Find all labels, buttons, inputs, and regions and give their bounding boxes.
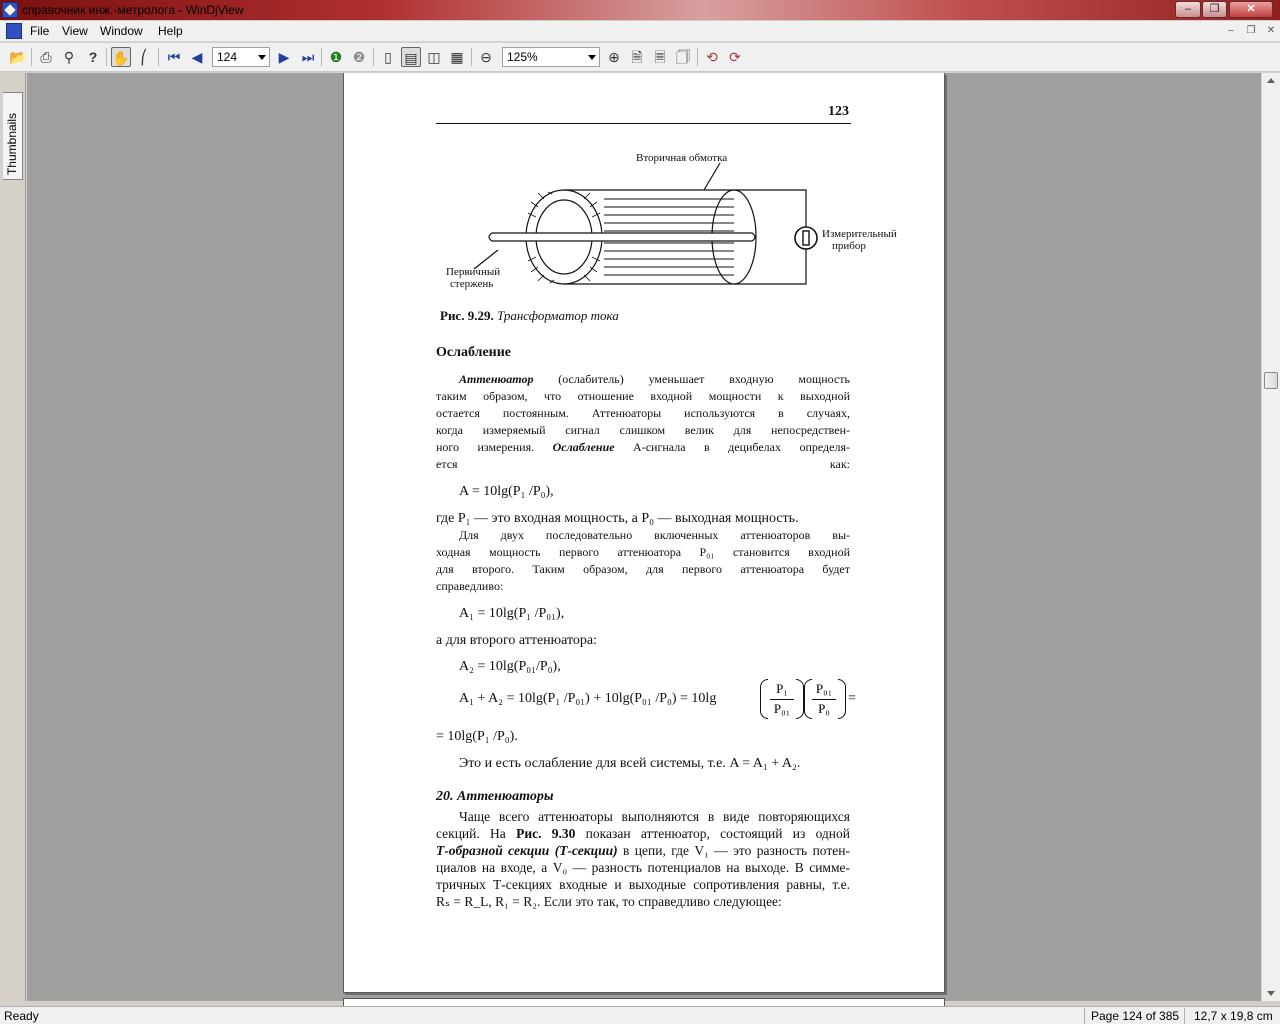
paragraph-line <box>436 405 850 422</box>
fit-width-icon[interactable]: 🗏 <box>654 49 666 65</box>
open-icon[interactable]: 📂 <box>9 49 27 65</box>
text-run: циалов на входе, а V₀ — разность потенциалов на выходе. В симме- <box>436 860 850 875</box>
previous-page-icon[interactable]: ◀ <box>191 49 203 65</box>
equation-1: A = 10lg(P₁ /P₀), <box>459 484 554 499</box>
rotate-right-icon[interactable]: ⟳ <box>729 49 741 65</box>
zoom-combo[interactable] <box>502 47 600 67</box>
back-icon[interactable]: ❶ <box>329 49 343 65</box>
text-run: Для двух последовательно включенных аттенюаторов вы- <box>459 528 850 542</box>
status-divider <box>1084 1008 1085 1024</box>
text-run: когда измеряемый сигнал слишком велик для непосредствен- <box>436 423 850 437</box>
document-icon[interactable] <box>6 23 22 39</box>
equation-2: A₁ = 10lg(P₁ /P₀₁), <box>459 606 565 621</box>
text-run: ходная мощность первого аттенюатора P₀₁ становится входной <box>436 545 850 559</box>
thumbnails-tab[interactable] <box>3 92 23 180</box>
figure-caption-label: Рис. 9.29. <box>440 308 494 323</box>
scroll-down-icon[interactable] <box>1267 991 1275 996</box>
document-viewport[interactable] <box>27 73 1261 1001</box>
paragraph-line <box>459 371 850 388</box>
text-run: показан аттенюатор, состоящий из одной <box>575 826 850 841</box>
menu-bar <box>0 21 1280 42</box>
text-run: секций. На <box>436 826 517 841</box>
status-page-size: 12,7 x 19,8 cm <box>1194 1009 1273 1023</box>
text-run: тричных Т-секциях входные и выходные сопротивления равны, т.е. <box>436 877 850 892</box>
text-run: А-сигнала в децибелах определя- <box>614 440 850 454</box>
frac2-bar <box>812 699 836 700</box>
vertical-scrollbar[interactable] <box>1261 73 1280 1001</box>
transformer-drawing <box>474 163 817 284</box>
text-run: остается постоянным. Аттенюаторы используются в случаях, <box>436 406 850 420</box>
sidebar <box>0 73 26 1001</box>
toolbar-separator <box>373 48 374 66</box>
app-icon <box>2 2 18 18</box>
heading-attenuators: 20. Аттенюаторы <box>436 789 554 804</box>
text-run: (ослабитель) уменьшает входную мощность <box>533 372 850 386</box>
select-tool-icon[interactable]: ⎛ <box>140 49 148 65</box>
page-number-value: 124 <box>217 50 238 64</box>
transformer-figure <box>434 147 897 297</box>
document-page <box>343 73 945 993</box>
first-page-icon[interactable]: ⏮ <box>167 49 181 65</box>
zoom-value: 125% <box>507 50 538 64</box>
scroll-thumb[interactable] <box>1264 372 1278 389</box>
toolbar-separator <box>31 48 32 66</box>
mdi-minimize-icon[interactable]: – <box>1228 25 1234 36</box>
mdi-restore-icon[interactable]: ❐ <box>1246 25 1256 36</box>
chevron-down-icon[interactable] <box>588 55 596 60</box>
label-primary-1: Первичный <box>446 266 501 278</box>
scroll-up-icon[interactable] <box>1267 78 1275 83</box>
text-run: ется как: <box>436 457 850 471</box>
frac2-num: P₀₁ <box>815 681 833 696</box>
paragraph-total: Это и есть ослабление для всей системы, т.е. A = A₁ + A₂. <box>459 756 801 771</box>
text-run: Т-образной секции (Т-секции) <box>436 843 618 858</box>
frac2-den: P₀ <box>818 701 830 716</box>
label-primary-2: стержень <box>450 278 494 290</box>
chevron-down-icon[interactable] <box>258 55 266 60</box>
next-page-icon[interactable]: ▶ <box>278 49 290 65</box>
zoom-in-icon[interactable]: ⊕ <box>608 49 620 65</box>
title-bar <box>0 0 1280 20</box>
status-page: Page 124 of 385 <box>1091 1009 1180 1023</box>
text-run: ного измерения. <box>436 440 553 454</box>
forward-icon[interactable]: ❷ <box>352 49 366 65</box>
figure-caption <box>440 307 619 324</box>
close-button[interactable]: ✕ <box>1229 1 1273 18</box>
text-run: справедливо: <box>436 579 504 593</box>
heading-attenuation: Ослабление <box>436 345 512 360</box>
equation-4-equals: = <box>848 691 856 706</box>
minimize-button[interactable]: – <box>1175 1 1201 18</box>
find-icon[interactable]: ⚲ <box>63 49 75 65</box>
figure-caption-text: Трансформатор тока <box>496 308 619 323</box>
equation-3: A₂ = 10lg(P₀₁/P₀), <box>459 659 561 674</box>
equation-4-left: A₁ + A₂ = 10lg(P₁ /P₀₁) + 10lg(P₀₁ /P₀) = 10lg <box>459 691 717 706</box>
equation-4-fractions <box>760 679 856 719</box>
label-secondary: Вторичная обмотка <box>636 152 728 164</box>
status-bar <box>0 1006 1280 1024</box>
rotate-left-icon[interactable]: ⟲ <box>706 49 718 65</box>
hand-tool-icon[interactable]: ✋ <box>111 47 131 67</box>
paragraph-line <box>459 527 850 544</box>
paren-left <box>760 679 768 719</box>
text-run: Rₛ = R_L, R₁ = R₂. Если это так, то справедливо следующее: <box>436 894 782 909</box>
frac1-bar <box>770 699 794 700</box>
page-number: 123 <box>828 104 849 119</box>
header-rule <box>436 123 851 124</box>
menu-window[interactable]: Window <box>100 24 143 38</box>
toolbar-separator <box>697 48 698 66</box>
toolbar <box>0 43 1280 72</box>
paragraph-line <box>436 439 850 456</box>
last-page-icon[interactable]: ⏭ <box>301 49 315 65</box>
toolbar-separator <box>106 48 107 66</box>
window-title: справочник инж.-метролога - WinDjView <box>22 3 244 17</box>
leader-secondary <box>704 163 720 190</box>
paragraph-line <box>436 825 850 842</box>
mdi-close-icon[interactable]: ✕ <box>1266 25 1276 36</box>
equation-4 <box>459 690 716 707</box>
text-run: Аттенюатор <box>459 372 534 386</box>
paragraph-line <box>436 561 850 578</box>
text-run: Рис. 9.30 <box>516 826 576 841</box>
help-icon[interactable]: ? <box>88 49 98 65</box>
frac1-num: P₁ <box>776 681 788 696</box>
paragraph-line <box>459 808 850 825</box>
thumbnails-tab-label: Thumbnails <box>5 112 19 175</box>
equation-5: = 10lg(P₁ /P₀). <box>436 729 518 744</box>
paren-right <box>838 679 846 719</box>
frac1-den: P₀₁ <box>773 701 791 716</box>
single-page-icon[interactable]: ▯ <box>384 49 392 65</box>
status-divider <box>1184 1008 1185 1024</box>
continuous-icon[interactable]: ▤ <box>401 47 421 67</box>
paragraph-where: где P₁ — это входная мощность, а P₀ — выходная мощность. <box>436 511 799 526</box>
text-run: Чаще всего аттенюаторы выполняются в виде повторяющихся <box>459 809 850 824</box>
label-meter-2: прибор <box>832 240 866 252</box>
page-number-combo[interactable] <box>212 47 270 67</box>
menu-help[interactable]: Help <box>158 24 183 38</box>
paragraph-line <box>436 859 850 876</box>
menu-file[interactable]: File <box>30 24 50 38</box>
actual-size-icon[interactable]: 🗎 <box>631 49 643 65</box>
status-text: Ready <box>4 1009 39 1023</box>
toolbar-separator <box>471 48 472 66</box>
label-meter-1: Измерительный <box>822 228 897 240</box>
paragraph-line <box>436 578 850 595</box>
paragraph-line <box>436 842 850 859</box>
print-icon[interactable]: ⎙ <box>40 49 52 65</box>
fit-page-icon[interactable]: 🗍 <box>676 49 690 65</box>
paragraph-line <box>436 456 850 473</box>
facing-pages-icon[interactable]: ◫ <box>427 49 441 65</box>
toolbar-separator <box>321 48 322 66</box>
text-run: в цепи, где V₁ — это разность потен- <box>617 843 850 858</box>
text-run: таким образом, что отношение входной мощности к выходной <box>436 389 850 403</box>
continuous-facing-icon[interactable]: ▦ <box>450 49 464 65</box>
paren-right <box>796 679 804 719</box>
primary-rod <box>489 233 755 241</box>
paragraph-second: а для второго аттенюатора: <box>436 633 597 648</box>
maximize-button[interactable]: ❐ <box>1202 1 1227 18</box>
paragraph-line <box>436 876 850 893</box>
paragraph-line <box>436 893 850 910</box>
zoom-out-icon[interactable]: ⊖ <box>480 49 492 65</box>
text-run: Ослабление <box>552 440 615 454</box>
menu-view[interactable]: View <box>62 24 88 38</box>
toolbar-separator <box>158 48 159 66</box>
paragraph-line <box>436 388 850 405</box>
text-run: для второго. Таким образом, для первого аттенюатора будет <box>436 562 850 576</box>
paragraph-line <box>436 544 850 561</box>
paragraph-line <box>436 422 850 439</box>
